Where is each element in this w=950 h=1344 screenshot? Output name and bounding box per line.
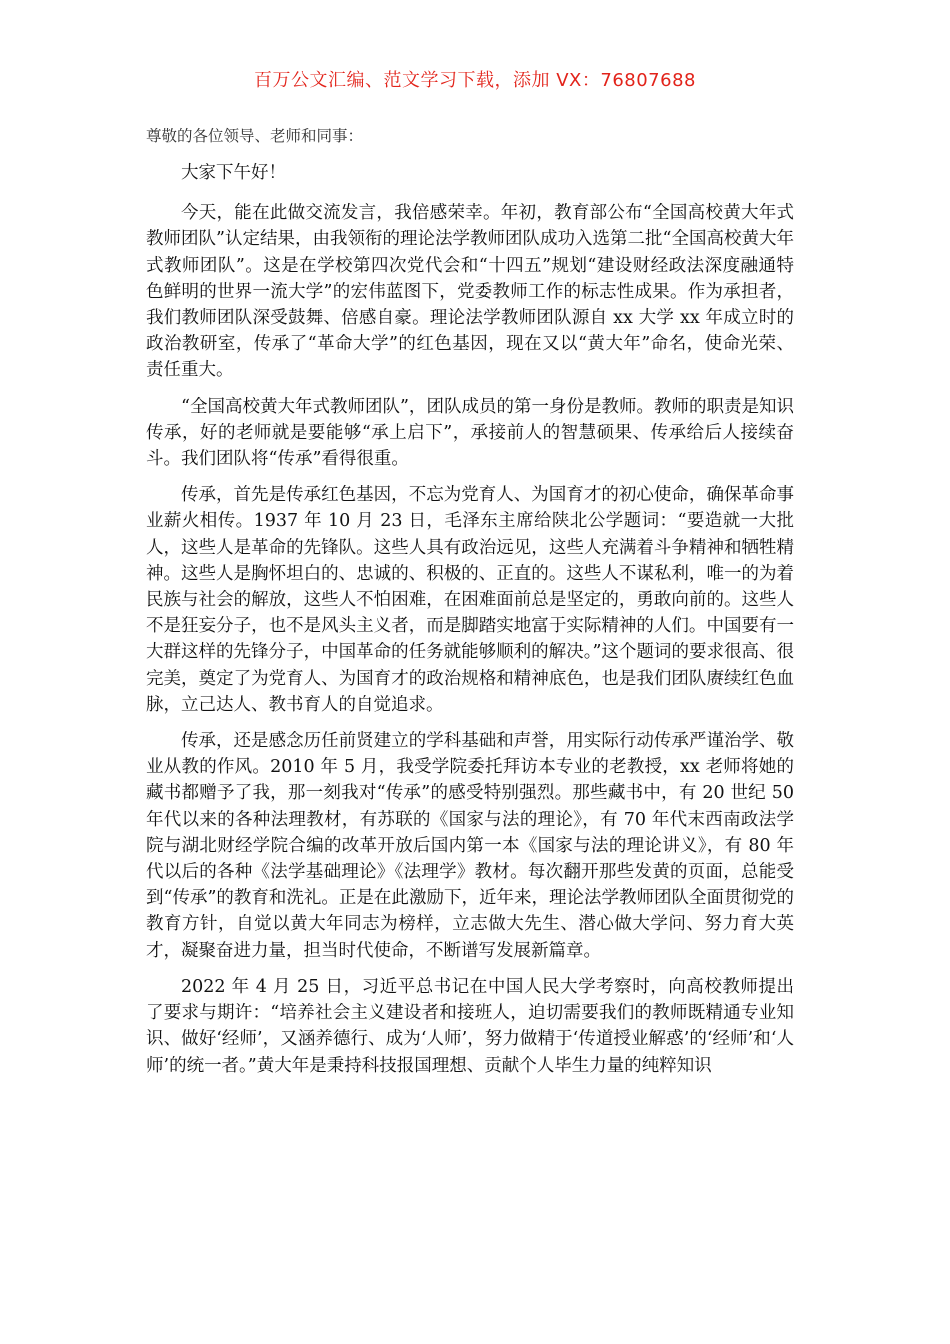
paragraph-4: 传承，还是感念历任前贤建立的学科基础和声誉，用实际行动传承严谨治学、敬业从教的作风。2010 年 5 月，我受学院委托拜访本专业的老教授，xx 老师将她的藏书都赠予了我，那一刻我对“传承”的感受特别强烈。那些藏书中，有 20 世纪 50 年代以来的各种法理教材，有苏联的《国家与法的理论》，有 70 年代末西南政法学院与湖北财经学院合编的改革开放后国内第一本《国家与法的理论讲义》，有 80 年代以后的各种《法学基础理论》《法理学》教材。每次翻开那些发黄的页面，总能受到“传承”的教育和洗礼。正是在此激励下，近年来，理论法学教师团队全面贯彻党的教育方针，自觉以黄大年同志为榜样，立志做大先生、潜心做大学问、努力育大英才，凝聚奋进力量，担当时代使命，不断谱写发展新篇章。 xyxy=(146,731,794,961)
promo-header: 百万公文汇编、范文学习下载，添加 VX：76807688 xyxy=(254,70,696,91)
paragraph-2: “全国高校黄大年式教师团队”，团队成员的第一身份是教师。教师的职责是知识传承，好的老师就是要能够“承上启下”，承接前人的智慧硕果、传承给后人接续奋斗。我们团队将“传承”看得很重。 xyxy=(146,396,794,470)
greeting: 大家下午好！ xyxy=(181,163,286,183)
paragraph-3: 传承，首先是传承红色基因，不忘为党育人、为国育才的初心使命，确保革命事业薪火相传。1937 年 10 月 23 日，毛泽东主席给陕北公学题词：“要造就一大批人，这些人是革命的先锋队。这些人具有政治远见，这些人充满着斗争精神和牺牲精神。这些人是胸怀坦白的、忠诚的、积极的、正直的。这些人不谋私利，唯一的为着民族与社会的解放，这些人不怕困难，在困难面前总是坚定的，勇敢向前的。这些人不是狂妄分子，也不是风头主义者，而是脚踏实地富于实际精神的人们。中国要有一大群这样的先锋分子，中国革命的任务就能够顺利的解决。”这个题词的要求很高、很完美，奠定了为党育人、为国育才的政治规格和精神底色，也是我们团队赓续红色血脉，立己达人、教书育人的自觉追求。 xyxy=(146,485,794,715)
paragraph-1: 今天，能在此做交流发言，我倍感荣幸。年初，教育部公布“全国高校黄大年式教师团队”认定结果，由我领衔的理论法学教师团队成功入选第二批“全国高校黄大年式教师团队”。这是在学校第四次党代会和“十四五”规划“建设财经政法深度融通特色鲜明的世界一流大学”的宏伟蓝图下，党委教师工作的标志性成果。作为承担者，我们教师团队深受鼓舞、倍感自豪。理论法学教师团队源自 xx 大学 xx 年成立时的政治教研室，传承了“革命大学”的红色基因，现在又以“黄大年”命名，使命光荣、责任重大。 xyxy=(146,203,794,381)
speech-body xyxy=(146,124,794,1089)
paragraph-5: 2022 年 4 月 25 日，习近平总书记在中国人民大学考察时，向高校教师提出了要求与期许：“培养社会主义建设者和接班人，迫切需要我们的教师既精通专业知识、做好‘经师’，又涵养德行、成为‘人师’，努力做精于‘传道授业解惑’的‘经师’和‘人师’的统一者。”黄大年是秉持科技报国理想、贡献个人毕生力量的纯粹知识 xyxy=(146,976,794,1076)
salutation: 尊敬的各位领导、老师和同事： xyxy=(146,127,364,145)
